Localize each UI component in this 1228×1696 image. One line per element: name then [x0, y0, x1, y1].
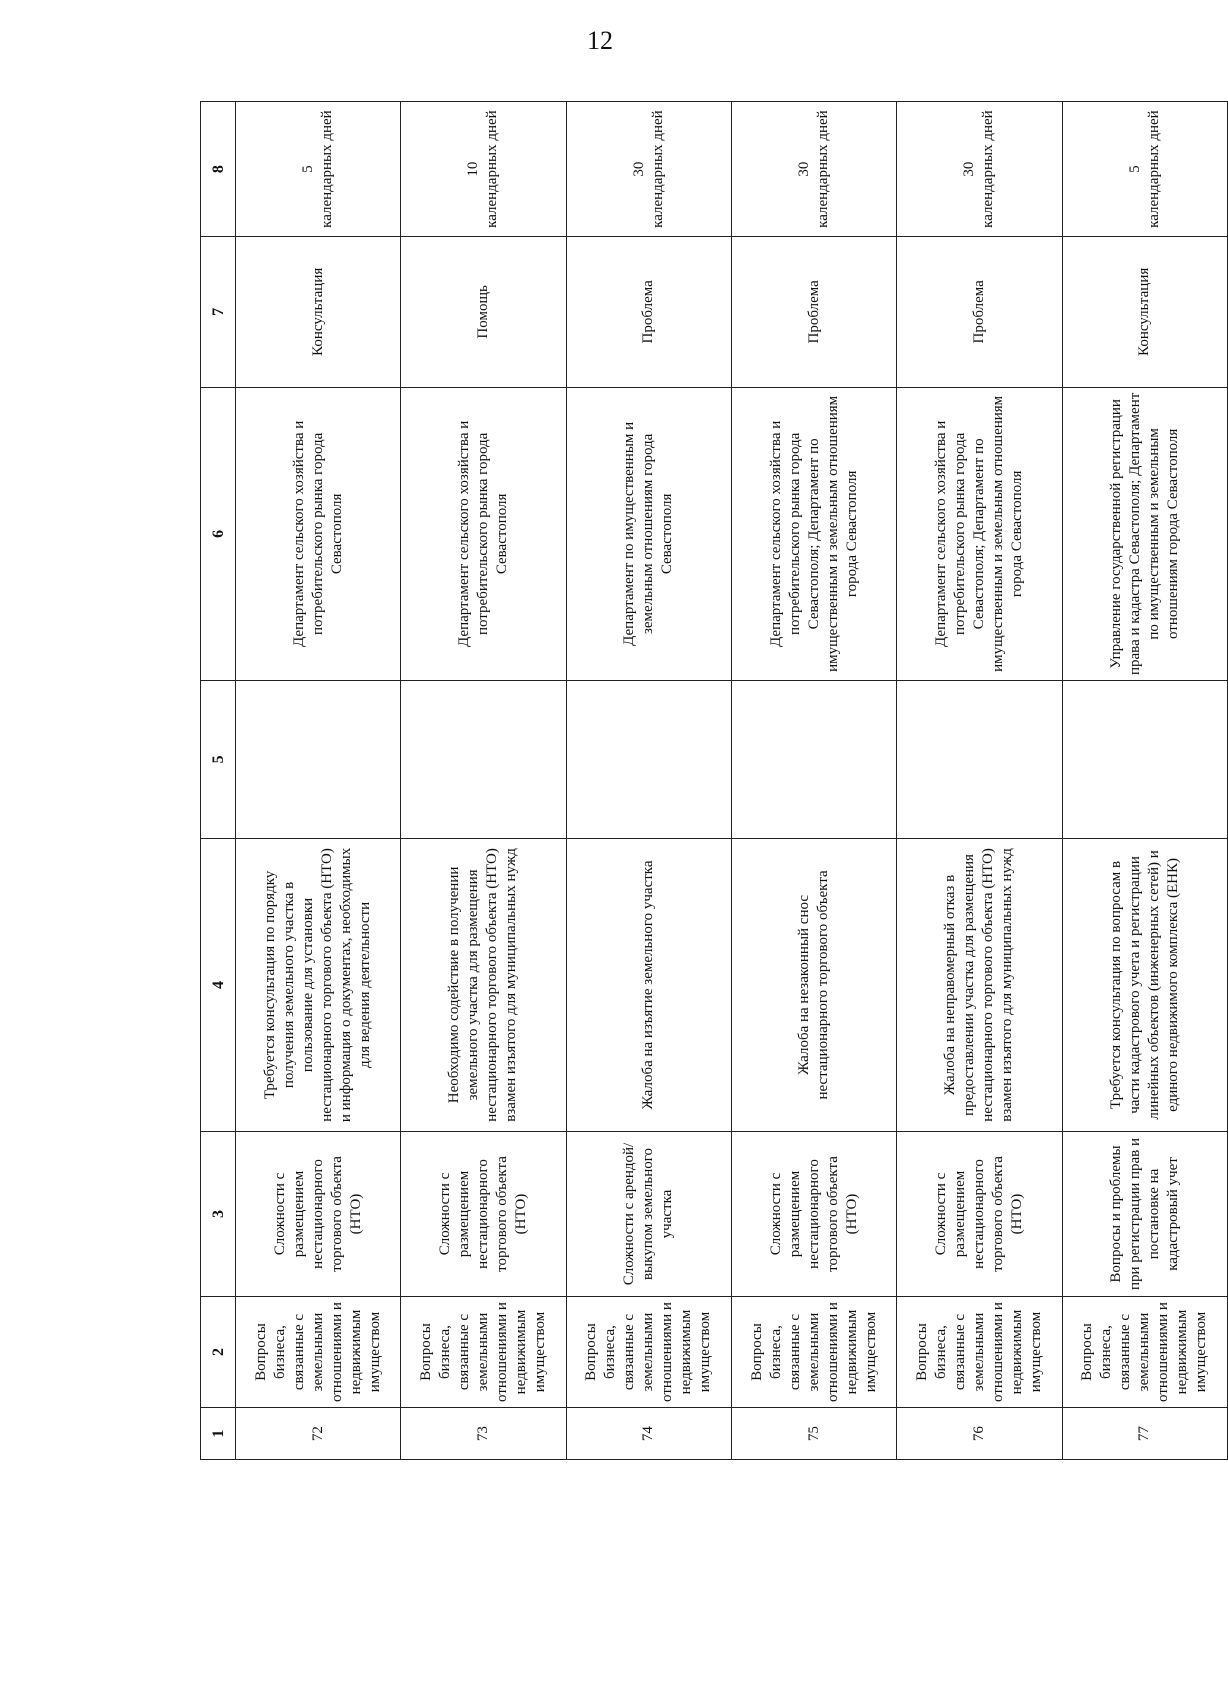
topic-cell: Вопросы бизнеса, связанные с земельными отношениями и недвижимым имуществом	[566, 1296, 731, 1408]
description-cell: Жалоба на незаконный снос нестационарного торгового объекта	[731, 838, 896, 1132]
term-cell	[401, 102, 566, 237]
subtopic-cell: Сложности с размещением нестационарного торгового объекта (НТО)	[731, 1132, 896, 1296]
empty-cell	[731, 681, 896, 838]
topic-cell: Вопросы бизнеса, связанные с земельными отношениями и недвижимым имуществом	[236, 1296, 401, 1408]
column-header: 5	[201, 681, 236, 838]
column-header: 3	[201, 1132, 236, 1296]
header-row	[201, 102, 236, 1460]
term-value: 5	[1126, 165, 1143, 173]
term-cell	[236, 102, 401, 237]
column-header: 7	[201, 237, 236, 387]
term-value: 10	[465, 161, 482, 177]
term-unit: календарных дней	[980, 110, 997, 228]
description-cell: Требуется консультация по вопросам в части кадастрового учета и регистрации линейных объектов (инженерных сетей) и единого недвижимого комплекса (ЕНК)	[1062, 838, 1227, 1132]
request-type-cell: Консультация	[236, 237, 401, 387]
authority-cell: Департамент сельского хозяйства и потребительского рынка города Севастополя	[236, 387, 401, 681]
description-cell: Жалоба на изъятие земельного участка	[566, 838, 731, 1132]
term-cell	[897, 102, 1062, 237]
empty-cell	[566, 681, 731, 838]
row-number: 75	[731, 1408, 896, 1460]
table-row	[897, 102, 1062, 1460]
row-number: 77	[1062, 1408, 1227, 1460]
request-type-cell: Консультация	[1062, 237, 1227, 387]
row-number: 73	[401, 1408, 566, 1460]
term-cell	[1062, 102, 1227, 237]
topic-cell: Вопросы бизнеса, связанные с земельными отношениями и недвижимым имуществом	[897, 1296, 1062, 1408]
subtopic-cell: Вопросы и проблемы при регистрации прав и постановке на кадастровый учет	[1062, 1132, 1227, 1296]
subtopic-cell: Сложности с размещением нестационарного торгового объекта (НТО)	[401, 1132, 566, 1296]
topic-cell: Вопросы бизнеса, связанные с земельными отношениями и недвижимым имуществом	[1062, 1296, 1227, 1408]
description-cell: Жалоба на неправомерный отказ в предоставлении участка для размещения нестационарного торгового объекта (НТО) взамен изъятого для муниципальных нужд	[897, 838, 1062, 1132]
table-row	[401, 102, 566, 1460]
topic-cell: Вопросы бизнеса, связанные с земельными отношениями и недвижимым имуществом	[731, 1296, 896, 1408]
subtopic-cell: Сложности с арендой/выкупом земельного участка	[566, 1132, 731, 1296]
description-cell: Необходимо содействие в получении земельного участка для размещения нестационарного торгового объекта (НТО) взамен изъятого для муниципальных нужд	[401, 838, 566, 1132]
subtopic-cell: Сложности с размещением нестационарного торгового объекта (НТО)	[897, 1132, 1062, 1296]
column-header: 1	[201, 1408, 236, 1460]
row-number: 74	[566, 1408, 731, 1460]
authority-cell: Департамент по имущественным и земельным отношениям города Севастополя	[566, 387, 731, 681]
authority-cell: Департамент сельского хозяйства и потребительского рынка города Севастополя; Департамент по имущественным и земельным отношениям города Севастополя	[897, 387, 1062, 681]
term-value: 30	[961, 161, 978, 177]
authority-cell: Департамент сельского хозяйства и потребительского рынка города Севастополя; Департамент по имущественным и земельным отношениям города Севастополя	[731, 387, 896, 681]
empty-cell	[401, 681, 566, 838]
table-row	[731, 102, 896, 1460]
rotated-table-container	[200, 101, 1228, 1460]
empty-cell	[236, 681, 401, 838]
table-row	[566, 102, 731, 1460]
description-cell: Требуется консультация по порядку получения земельного участка в пользование для установки нестационарного торгового объекта (НТО) и информация о документах, необходимых для ведения деятельности	[236, 838, 401, 1132]
term-value: 30	[796, 161, 813, 177]
register-table	[200, 101, 1228, 1460]
topic-cell: Вопросы бизнеса, связанные с земельными отношениями и недвижимым имуществом	[401, 1296, 566, 1408]
authority-cell: Департамент сельского хозяйства и потребительского рынка города Севастополя	[401, 387, 566, 681]
empty-cell	[897, 681, 1062, 838]
column-header: 4	[201, 838, 236, 1132]
row-number: 76	[897, 1408, 1062, 1460]
request-type-cell: Проблема	[566, 237, 731, 387]
table-row	[236, 102, 401, 1460]
table-row	[1062, 102, 1227, 1460]
term-unit: календарных дней	[815, 110, 832, 228]
row-number: 72	[236, 1408, 401, 1460]
empty-cell	[1062, 681, 1227, 838]
column-header: 2	[201, 1296, 236, 1408]
request-type-cell: Помощь	[401, 237, 566, 387]
authority-cell: Управление государственной регистрации права и кадастра Севастополя; Департамент по имущественным и земельным отношениям города Севастополя	[1062, 387, 1227, 681]
term-cell	[566, 102, 731, 237]
term-unit: календарных дней	[484, 110, 501, 228]
request-type-cell: Проблема	[731, 237, 896, 387]
request-type-cell: Проблема	[897, 237, 1062, 387]
register-table-frame	[200, 101, 1228, 1460]
term-unit: календарных дней	[1145, 110, 1162, 228]
column-header: 6	[201, 387, 236, 681]
term-value: 30	[630, 161, 647, 177]
term-value: 5	[300, 165, 317, 173]
term-cell	[731, 102, 896, 237]
page-number: 12	[587, 26, 613, 55]
term-unit: календарных дней	[649, 110, 666, 228]
subtopic-cell: Сложности с размещением нестационарного торгового объекта (НТО)	[236, 1132, 401, 1296]
term-unit: календарных дней	[319, 110, 336, 228]
column-header: 8	[201, 102, 236, 237]
